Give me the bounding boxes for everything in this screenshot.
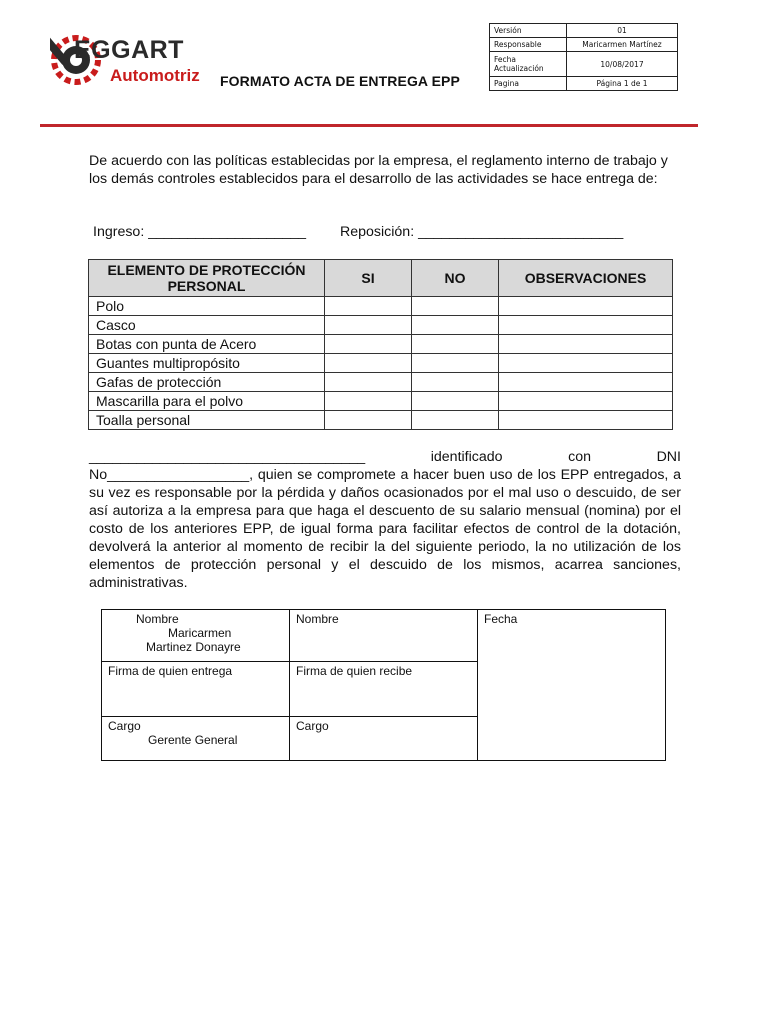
entrega-name-first: Maricarmen	[168, 626, 232, 640]
meta-key: Fecha Actualización	[490, 52, 567, 77]
meta-key: Pagina	[490, 77, 567, 91]
responsable-row	[490, 38, 678, 52]
declaration-first-line	[89, 448, 681, 466]
si-cell[interactable]	[325, 297, 412, 316]
si-cell[interactable]	[325, 392, 412, 411]
word-identificado: identificado	[430, 449, 503, 465]
epp-item: Toalla personal	[89, 411, 325, 430]
meta-key: Versión	[490, 24, 567, 38]
firma-recibe-label: Firma de quien recibe	[296, 664, 413, 678]
nombre-label: Nombre	[296, 612, 339, 626]
meta-value: Página 1 de 1	[567, 77, 678, 91]
cargo-label: Cargo	[108, 719, 141, 733]
observaciones-cell[interactable]	[499, 316, 673, 335]
pagina-row	[490, 77, 678, 91]
no-cell[interactable]	[412, 335, 499, 354]
company-logo	[50, 28, 210, 98]
col-header-observaciones: OBSERVACIONES	[499, 260, 673, 297]
name-blank: ___________________________________	[89, 449, 366, 465]
fecha-cell[interactable]	[478, 610, 666, 761]
document-title: FORMATO ACTA DE ENTREGA EPP	[220, 73, 460, 89]
col-header-no: NO	[412, 260, 499, 297]
si-cell[interactable]	[325, 316, 412, 335]
epp-table-header	[89, 260, 673, 297]
firma-entrega-label: Firma de quien entrega	[108, 664, 233, 678]
si-cell[interactable]	[325, 411, 412, 430]
entrega-name-last: Martinez Donayre	[146, 640, 241, 654]
declaration-paragraph	[89, 448, 681, 592]
sig-row-nombre	[102, 610, 666, 662]
ingreso-field: Ingreso: ____________________	[93, 224, 307, 240]
table-row	[89, 411, 673, 430]
observaciones-cell[interactable]	[499, 392, 673, 411]
col-header-si: SI	[325, 260, 412, 297]
epp-item: Casco	[89, 316, 325, 335]
word-con: con	[568, 449, 591, 465]
firma-entrega-cell[interactable]	[102, 662, 290, 717]
table-row	[89, 335, 673, 354]
table-row	[89, 392, 673, 411]
observaciones-cell[interactable]	[499, 354, 673, 373]
si-cell[interactable]	[325, 373, 412, 392]
table-row	[89, 373, 673, 392]
reposicion-field: Reposición: __________________________	[340, 224, 624, 240]
intro-paragraph: De acuerdo con las políticas establecidas por la empresa, el reglamento interno de trabajo y los demás controles establecidos para el desarrollo de las actividades se hace entrega de:	[89, 153, 668, 187]
cargo-entrega-cell	[102, 717, 290, 761]
header-divider	[40, 124, 698, 127]
no-cell[interactable]	[412, 297, 499, 316]
observaciones-cell[interactable]	[499, 297, 673, 316]
cargo-label: Cargo	[296, 719, 329, 733]
epp-item: Mascarilla para el polvo	[89, 392, 325, 411]
si-cell[interactable]	[325, 354, 412, 373]
recibe-nombre-cell[interactable]	[290, 610, 478, 662]
meta-value: Maricarmen Martínez	[567, 38, 678, 52]
logo-subtitle: Automotriz	[110, 66, 200, 85]
logo-wordmark: EGGART	[74, 36, 184, 64]
declaration-text: No__________________, quien se compromete a hacer buen uso de los EPP entregados, a su vez es responsable por la pérdida y daños ocasionados por el mal uso o descuido, de ser así autoriza a la empresa para que haga el descuento de su salario mensual (nomina) por el costo de los anteriores EPP, de igual forma para facilitar efectos de control de la dotación, devolverá la anterior al momento de recibir la del siguiente periodo, la no utilización de los elementos de protección personal y el descuido de los mismos, acarrea sanciones, administrativas.	[89, 467, 681, 591]
si-cell[interactable]	[325, 335, 412, 354]
epp-item: Polo	[89, 297, 325, 316]
epp-item: Gafas de protección	[89, 373, 325, 392]
observaciones-cell[interactable]	[499, 335, 673, 354]
observaciones-cell[interactable]	[499, 411, 673, 430]
no-cell[interactable]	[412, 392, 499, 411]
observaciones-cell[interactable]	[499, 373, 673, 392]
meta-key: Responsable	[490, 38, 567, 52]
no-cell[interactable]	[412, 373, 499, 392]
cargo-value: Gerente General	[148, 733, 238, 747]
cargo-recibe-cell[interactable]	[290, 717, 478, 761]
table-row	[89, 354, 673, 373]
no-cell[interactable]	[412, 354, 499, 373]
fecha-row	[490, 52, 678, 77]
col-header-elemento: ELEMENTO DE PROTECCIÓN PERSONAL	[89, 260, 325, 297]
meta-value: 01	[567, 24, 678, 38]
epp-item: Guantes multipropósito	[89, 354, 325, 373]
firma-recibe-cell[interactable]	[290, 662, 478, 717]
nombre-label: Nombre	[136, 612, 179, 626]
epp-item: Botas con punta de Acero	[89, 335, 325, 354]
version-row	[490, 24, 678, 38]
meta-value: 10/08/2017	[567, 52, 678, 77]
fecha-label: Fecha	[484, 612, 518, 626]
no-cell[interactable]	[412, 316, 499, 335]
epp-table	[88, 259, 673, 430]
signature-table	[101, 609, 666, 761]
table-row	[89, 297, 673, 316]
table-row	[89, 316, 673, 335]
word-dni: DNI	[656, 449, 681, 465]
entrega-nombre-cell	[102, 610, 290, 662]
version-table	[489, 23, 678, 91]
no-cell[interactable]	[412, 411, 499, 430]
